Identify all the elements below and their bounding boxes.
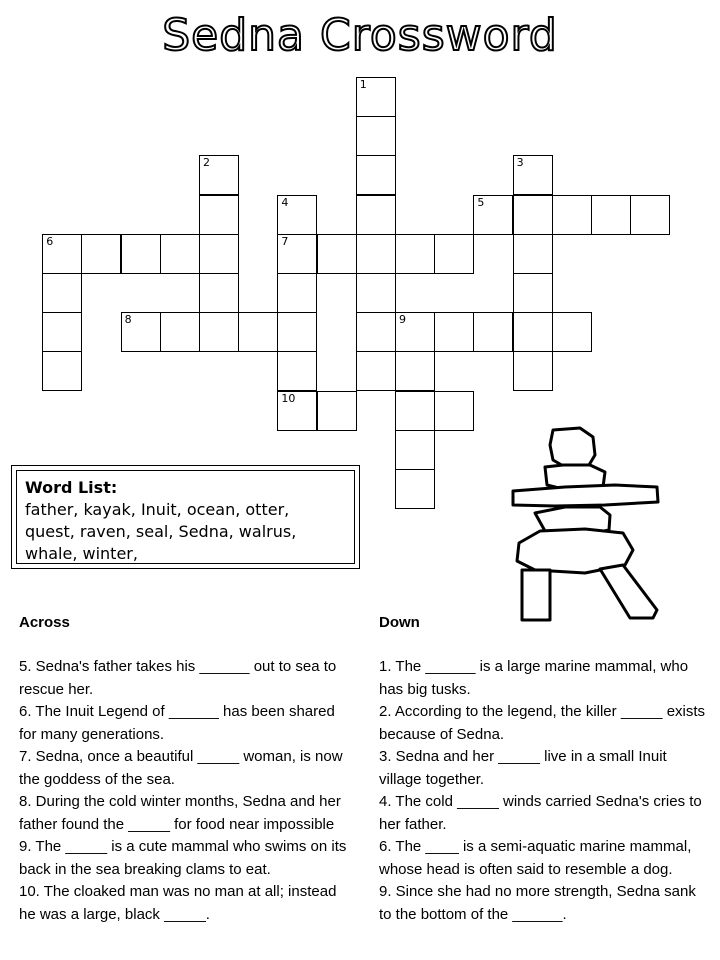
- clue-number: 9: [399, 313, 406, 327]
- crossword-cell[interactable]: [356, 116, 396, 156]
- crossword-cell[interactable]: [513, 351, 553, 391]
- crossword-cell[interactable]: [552, 312, 592, 352]
- crossword-cell[interactable]: [552, 195, 592, 235]
- clue-number: 6: [46, 234, 54, 248]
- crossword-cell[interactable]: [473, 312, 513, 352]
- crossword-cell[interactable]: [199, 312, 239, 352]
- crossword-cell[interactable]: [356, 195, 396, 235]
- across-clue-8: 8. During the cold winter months, Sedna and her father found the _____ for food near impossible: [19, 793, 341, 833]
- crossword-cell[interactable]: [630, 195, 670, 235]
- word-list-line: quest, raven, seal, Sedna, walrus,: [25, 522, 297, 541]
- crossword-cell[interactable]: [356, 273, 396, 313]
- clue-number: 2: [203, 156, 210, 170]
- crossword-cell[interactable]: [277, 312, 317, 352]
- crossword-cell[interactable]: [42, 273, 82, 313]
- word-list-title: Word List:: [25, 478, 118, 497]
- across-heading: Across: [19, 614, 70, 631]
- crossword-cell[interactable]: [513, 273, 553, 313]
- down-clue-3: 3. Sedna and her _____ live in a small Inuit village together.: [379, 748, 667, 788]
- crossword-cell[interactable]: [434, 312, 474, 352]
- word-list-line: father, kayak, Inuit, ocean, otter,: [25, 500, 290, 519]
- down-clues: [379, 612, 709, 926]
- crossword-cell[interactable]: [42, 312, 82, 352]
- crossword-cell[interactable]: [277, 391, 317, 431]
- crossword-cell[interactable]: [277, 273, 317, 313]
- crossword-cell[interactable]: [199, 273, 239, 313]
- crossword-cell[interactable]: [238, 312, 278, 352]
- down-clue-9: 9. Since she had no more strength, Sedna sank to the bottom of the ______.: [379, 883, 696, 923]
- clue-number: 10: [281, 391, 296, 405]
- across-clue-7: 7. Sedna, once a beautiful _____ woman, is now the goddess of the sea.: [19, 748, 343, 788]
- crossword-cell[interactable]: [434, 234, 474, 274]
- down-clue-6: 6. The ____ is a semi-aquatic marine mammal, whose head is often said to resemble a dog.: [379, 838, 692, 878]
- crossword-cell[interactable]: [317, 391, 357, 431]
- word-list-box: [11, 465, 360, 569]
- across-clues: [19, 612, 349, 926]
- clue-number: 5: [477, 195, 485, 209]
- crossword-cell[interactable]: [121, 234, 161, 274]
- crossword-cell[interactable]: [199, 155, 239, 195]
- crossword-cell[interactable]: [199, 234, 239, 274]
- crossword-cell[interactable]: [81, 234, 121, 274]
- crossword-cell[interactable]: [395, 234, 435, 274]
- crossword-cell[interactable]: [395, 312, 435, 352]
- crossword-cell[interactable]: [395, 430, 435, 470]
- crossword-cell[interactable]: [473, 195, 513, 235]
- crossword-cell[interactable]: [395, 469, 435, 509]
- crossword-cell[interactable]: [317, 234, 357, 274]
- clue-number: 7: [281, 234, 289, 248]
- crossword-cell[interactable]: [277, 351, 317, 391]
- page-title: Sedna Crossword: [162, 10, 558, 61]
- word-list-line: whale, winter,: [25, 544, 138, 563]
- crossword-cell[interactable]: [199, 195, 239, 235]
- crossword-cell[interactable]: [513, 312, 553, 352]
- across-clue-5: 5. Sedna's father takes his ______ out to sea to rescue her.: [19, 658, 337, 698]
- word-list-inner: [16, 470, 355, 564]
- crossword-cell[interactable]: [277, 195, 317, 235]
- crossword-cell[interactable]: [277, 234, 317, 274]
- down-heading: Down: [379, 614, 420, 631]
- crossword-cell[interactable]: [356, 77, 396, 117]
- crossword-cell[interactable]: [513, 155, 553, 195]
- across-clue-9: 9. The _____ is a cute mammal who swims on its back in the sea breaking clams to eat.: [19, 838, 347, 878]
- crossword-cell[interactable]: [356, 312, 396, 352]
- crossword-cell[interactable]: [160, 312, 200, 352]
- down-clue-2: 2. According to the legend, the killer _____ exists because of Sedna.: [379, 703, 706, 743]
- crossword-cell[interactable]: [513, 234, 553, 274]
- clue-number: 3: [516, 156, 524, 170]
- crossword-cell[interactable]: [42, 234, 82, 274]
- down-clue-4: 4. The cold _____ winds carried Sedna's cries to her father.: [379, 793, 702, 833]
- crossword-cell[interactable]: [513, 195, 553, 235]
- clue-number: 1: [359, 78, 367, 91]
- crossword-cell[interactable]: [591, 195, 631, 235]
- across-clue-10: 10. The cloaked man was no man at all; instead he was a large, black _____.: [19, 883, 337, 923]
- across-clue-6: 6. The Inuit Legend of ______ has been shared for many generations.: [19, 703, 335, 743]
- crossword-cell[interactable]: [42, 351, 82, 391]
- crossword-cell[interactable]: [395, 351, 435, 391]
- crossword-cell[interactable]: [160, 234, 200, 274]
- crossword-cell[interactable]: [121, 312, 161, 352]
- crossword-cell[interactable]: [356, 234, 396, 274]
- crossword-cell[interactable]: [395, 391, 435, 431]
- clue-number: 4: [281, 195, 289, 209]
- crossword-cell[interactable]: [356, 351, 396, 391]
- down-clue-1: 1. The ______ is a large marine mammal, who has big tusks.: [379, 658, 689, 698]
- clue-number: 8: [124, 313, 132, 327]
- crossword-cell[interactable]: [356, 155, 396, 195]
- crossword-cell[interactable]: [434, 391, 474, 431]
- inukshuk-icon: [505, 425, 670, 625]
